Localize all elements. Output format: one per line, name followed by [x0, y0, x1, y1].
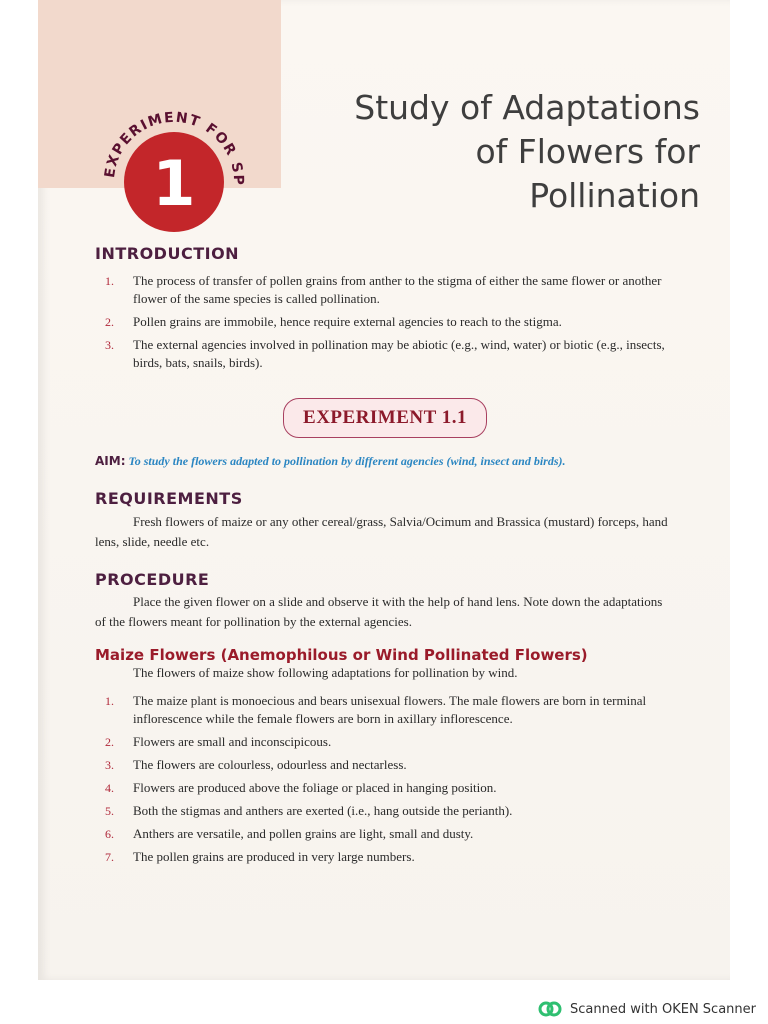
aim-text: To study the flowers adapted to pollination by different agencies (wind, insect and birds). — [128, 454, 566, 468]
badge-graphic — [84, 72, 264, 252]
item-text: Pollen grains are immobile, hence require external agencies to reach to the stigma. — [133, 314, 562, 329]
item-number: 1. — [105, 694, 114, 708]
badge-ring-text: EXPERIMENT FOR SP — [102, 109, 247, 187]
requirements-heading: REQUIREMENTS — [95, 489, 243, 508]
list-item — [95, 272, 675, 308]
procedure-heading: PROCEDURE — [95, 570, 210, 589]
maize-heading: Maize Flowers (Anemophilous or Wind Pollinated Flowers) — [95, 646, 588, 664]
aim-line — [95, 454, 566, 469]
item-text: Both the stigmas and anthers are exerted (i.e., hang outside the perianth). — [133, 803, 513, 818]
introduction-heading: INTRODUCTION — [95, 244, 240, 263]
item-text: The maize plant is monoecious and bears unisexual flowers. The male flowers are born in terminal inflorescence while the female flowers are born in axillary inflorescence. — [133, 693, 647, 726]
item-text: Flowers are produced above the foliage or placed in hanging position. — [133, 780, 497, 795]
item-text: Anthers are versatile, and pollen grains are light, small and dusty. — [133, 826, 474, 841]
list-item — [95, 848, 675, 866]
oken-scanner-logo-icon — [538, 1000, 562, 1018]
experiment-label-box — [283, 398, 487, 438]
item-text: The process of transfer of pollen grains from anther to the stigma of either the same flower or another flower of the same species is called pollination. — [133, 273, 662, 306]
scanned-with-text: Scanned with OKEN Scanner — [570, 1001, 756, 1017]
item-text: The flowers are colourless, odourless and nectarless. — [133, 757, 407, 772]
list-item — [95, 313, 675, 331]
page-title — [280, 86, 700, 218]
experiment-label: EXPERIMENT 1.1 — [303, 407, 467, 428]
title-line-1: Study of Adaptations — [354, 88, 700, 127]
badge-number: 1 — [152, 147, 196, 220]
requirements-text: Fresh flowers of maize or any other cereal/grass, Salvia/Ocimum and Brassica (mustard) forceps, hand lens, slide, needle etc. — [95, 514, 668, 549]
list-item — [95, 802, 675, 820]
title-line-2: of Flowers for — [475, 132, 700, 171]
list-item — [95, 756, 675, 774]
maize-list — [95, 692, 675, 871]
item-number: 7. — [105, 850, 114, 864]
item-number: 2. — [105, 315, 114, 329]
maize-lead: The flowers of maize show following adaptations for pollination by wind. — [133, 665, 518, 680]
item-number: 4. — [105, 781, 114, 795]
item-text: The pollen grains are produced in very large numbers. — [133, 849, 415, 864]
procedure-text: Place the given flower on a slide and observe it with the help of hand lens. Note down the adaptations of the flowers meant for pollination by the external agencies. — [95, 594, 663, 629]
item-number: 3. — [105, 758, 114, 772]
item-number: 2. — [105, 735, 114, 749]
list-item — [95, 825, 675, 843]
item-number: 3. — [105, 338, 114, 352]
scanner-watermark — [538, 1000, 756, 1018]
title-line-3: Pollination — [529, 176, 700, 215]
aim-label: AIM: — [95, 454, 126, 468]
item-number: 1. — [105, 274, 114, 288]
list-item — [95, 692, 675, 728]
item-number: 5. — [105, 804, 114, 818]
list-item — [95, 733, 675, 751]
experiment-badge — [84, 72, 264, 252]
item-text: Flowers are small and inconscipicous. — [133, 734, 332, 749]
introduction-list — [95, 272, 675, 377]
list-item — [95, 779, 675, 797]
item-number: 6. — [105, 827, 114, 841]
list-item — [95, 336, 675, 372]
item-text: The external agencies involved in pollination may be abiotic (e.g., wind, water) or biotic (e.g., insects, birds, bats, snails, birds). — [133, 337, 665, 370]
